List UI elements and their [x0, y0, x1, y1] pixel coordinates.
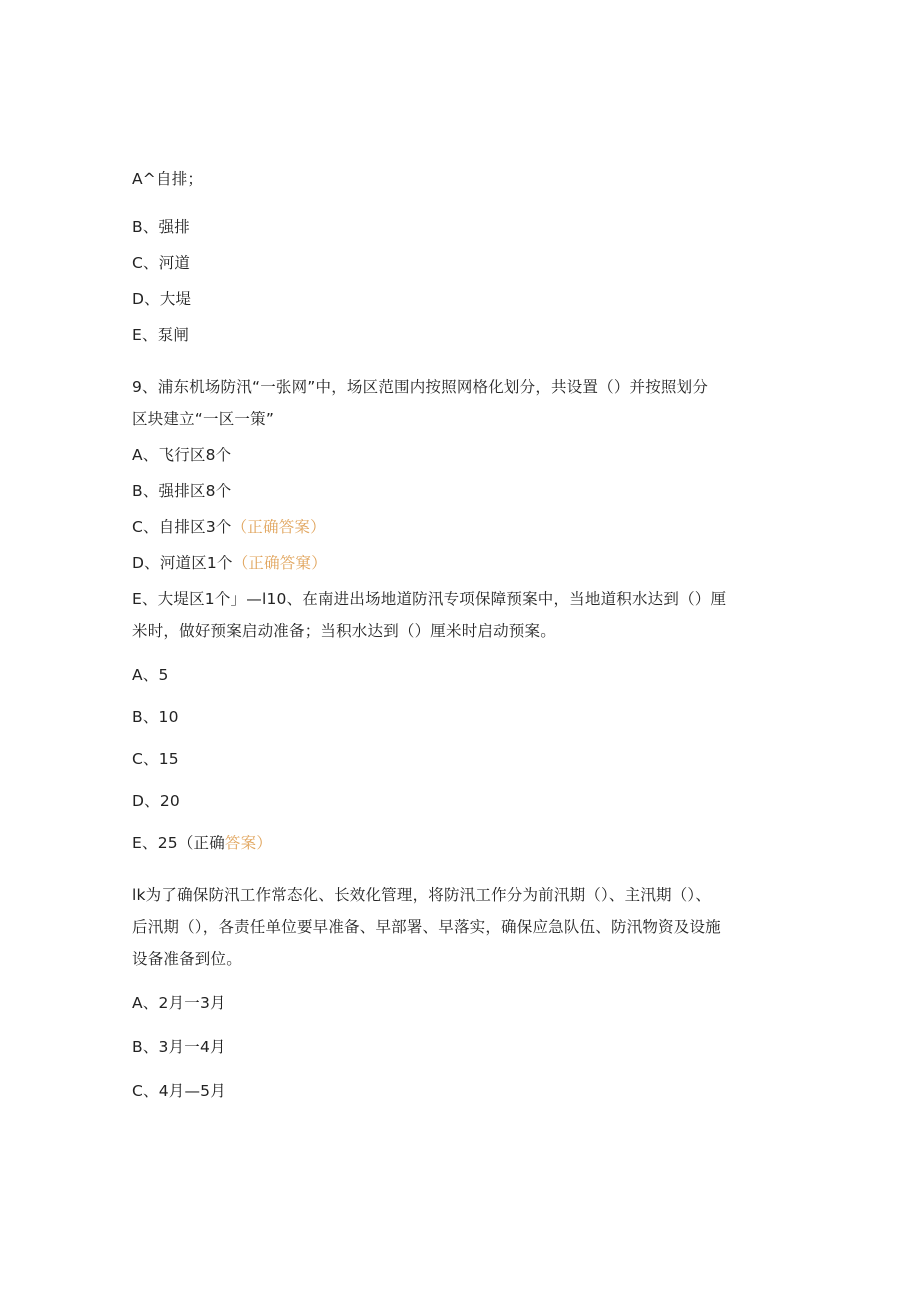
text: E、25（正确 [132, 834, 225, 852]
text: D、大堤 [132, 290, 192, 308]
text: A^自排； [132, 170, 204, 188]
option-b-forced-drain [132, 216, 792, 238]
question-11-line-1 [132, 884, 792, 906]
text: B、10 [132, 708, 179, 726]
text: 后汛期（），各责任单位要早准备、早部署、早落实，确保应急队伍、防汛物资及设施 [132, 918, 721, 936]
text: C、河道 [132, 254, 191, 272]
text: C、4月—5月 [132, 1082, 226, 1100]
correct-answer-label: 答案） [224, 834, 273, 852]
text: E、大堤区1个」—l10、在南进出场地道防汛专项保障预案中，当地道积水达到（）厘 [132, 590, 727, 608]
q9-option-e-q10-line-1 [132, 588, 792, 610]
text: lk为了确保防汛工作常态化、长效化管理，将防汛工作分为前汛期（）、主汛期（）、 [132, 886, 712, 904]
text: B、强排区8个 [132, 482, 232, 500]
option-e-pump-gate [132, 324, 792, 346]
question-9-line-2 [132, 408, 792, 430]
correct-answer-label: （正确答案） [231, 518, 326, 536]
text: C、自排区3个 [132, 518, 232, 536]
text: A、2月一3月 [132, 994, 226, 1012]
q11-option-b [132, 1036, 792, 1058]
q10-option-c [132, 748, 792, 770]
q11-option-c [132, 1080, 792, 1102]
option-a-self-drain [132, 168, 792, 190]
question-10-line-2 [132, 620, 792, 642]
question-11-line-3 [132, 948, 792, 970]
q9-option-c [132, 516, 792, 538]
text: 设备准备到位。 [132, 950, 242, 968]
correct-answer-label: （正确答窠） [232, 554, 327, 572]
text: 9、浦东机场防汛“一张网”中，场区范围内按照网格化划分，共设置（）并按照划分 [132, 378, 709, 396]
q9-option-a [132, 444, 792, 466]
text: D、河道区1个 [132, 554, 233, 572]
q10-option-a [132, 664, 792, 686]
text: D、20 [132, 792, 180, 810]
text: C、15 [132, 750, 179, 768]
q10-option-b [132, 706, 792, 728]
q9-option-d [132, 552, 792, 574]
question-11-line-2 [132, 916, 792, 938]
text: 区块建立“一区一策” [132, 410, 275, 428]
text: A、5 [132, 666, 169, 684]
text: B、强排 [132, 218, 190, 236]
question-9-line-1 [132, 376, 792, 398]
q10-option-e [132, 832, 792, 854]
text: A、飞行区8个 [132, 446, 232, 464]
q9-option-b [132, 480, 792, 502]
text: 米时，做好预案启动准备；当积水达到（）厘米时启动预案。 [132, 622, 556, 640]
text: B、3月一4月 [132, 1038, 226, 1056]
text: E、泵闸 [132, 326, 190, 344]
option-d-levee [132, 288, 792, 310]
option-c-river [132, 252, 792, 274]
q11-option-a [132, 992, 792, 1014]
q10-option-d [132, 790, 792, 812]
